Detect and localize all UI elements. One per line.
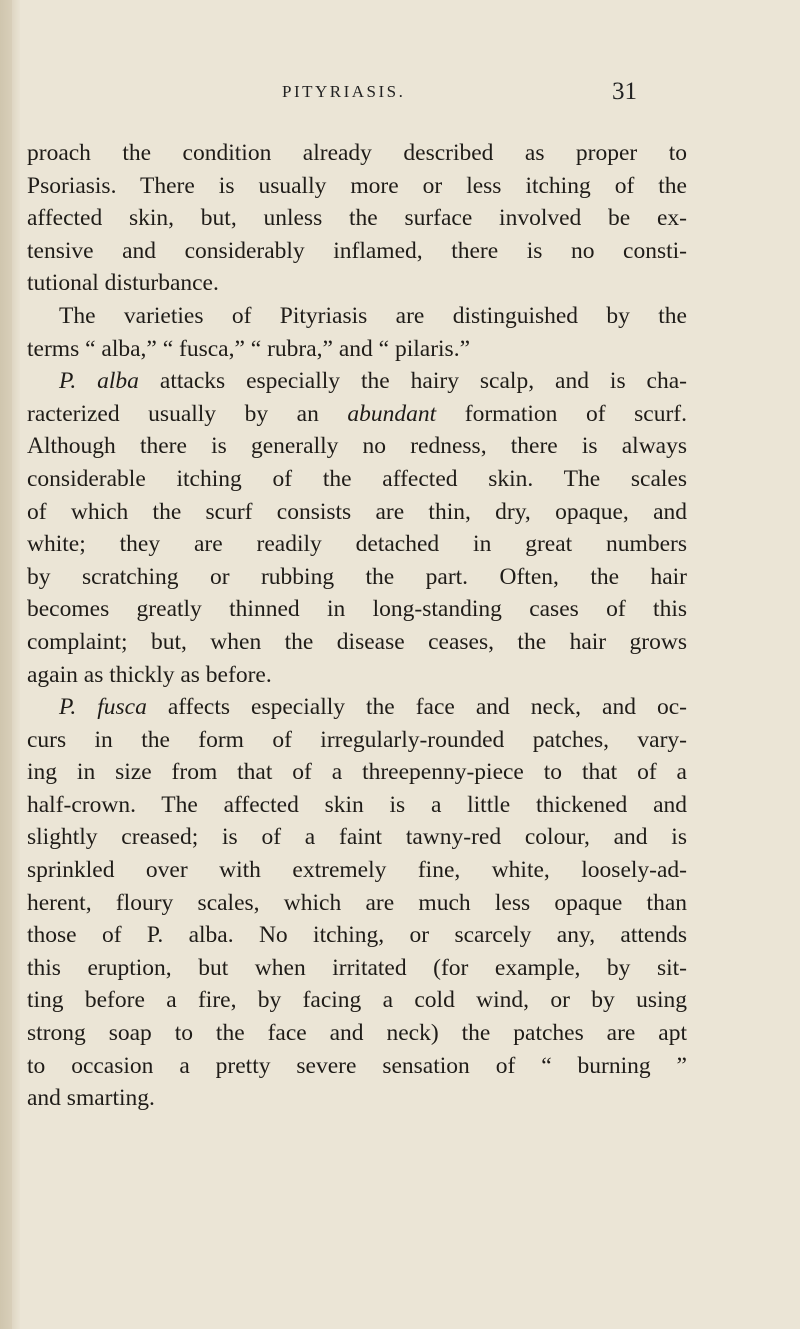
- text-line: [27, 952, 687, 985]
- text-run: strong soap to the face and neck) the patches are apt: [27, 1020, 687, 1047]
- text-run: and smarting.: [27, 1085, 155, 1112]
- page-header: [0, 78, 800, 112]
- text-run: curs in the form of irregularly-rounded patches, vary-: [27, 726, 687, 753]
- text-line: [27, 593, 687, 626]
- text-line: [27, 333, 687, 366]
- text-line: [27, 300, 687, 333]
- text-run: tutional disturbance.: [27, 270, 219, 297]
- italic-term: P. alba: [59, 368, 139, 395]
- text-line: [27, 137, 687, 170]
- text-run: Psoriasis. There is usually more or less itching of the: [27, 172, 687, 199]
- text-line: [27, 561, 687, 594]
- text-run: herent, floury scales, which are much less opaque than: [27, 889, 687, 916]
- text-line: [27, 235, 687, 268]
- text-run: tensive and considerably inflamed, there is no consti-: [27, 237, 687, 264]
- text-run: slightly creased; is of a faint tawny-red colour, and is: [27, 824, 687, 851]
- text-line: [27, 202, 687, 235]
- binding-edge: [0, 0, 12, 1329]
- text-line: [27, 659, 687, 692]
- text-run: half-crown. The affected skin is a little thickened and: [27, 791, 687, 818]
- text-line: [27, 756, 687, 789]
- text-line: [27, 496, 687, 529]
- text-line: [27, 398, 687, 431]
- page-number: 31: [612, 78, 637, 105]
- text-line: [27, 789, 687, 822]
- text-line: [27, 365, 687, 398]
- italic-term: P. fusca: [59, 694, 147, 721]
- text-line: [27, 1050, 687, 1083]
- running-head: PITYRIASIS.: [282, 82, 406, 101]
- text-run: again as thickly as before.: [27, 661, 272, 688]
- text-run: by scratching or rubbing the part. Often, the hair: [27, 563, 687, 590]
- text-run: racterized usually by an: [27, 400, 348, 427]
- text-line: [27, 528, 687, 561]
- text-run: proach the condition already described as proper to: [27, 140, 687, 166]
- text-line: [27, 724, 687, 757]
- body-text: [27, 137, 687, 1115]
- text-line: [27, 1082, 687, 1115]
- text-run: to occasion a pretty severe sensation of “ burning ”: [27, 1052, 687, 1079]
- text-line: [27, 919, 687, 952]
- text-run: white; they are readily detached in great numbers: [27, 531, 687, 558]
- text-run: sprinkled over with extremely fine, white, loosely-ad-: [27, 857, 687, 884]
- text-line: [27, 430, 687, 463]
- text-run: ing in size from that of a threepenny-piece to that of a: [27, 759, 687, 786]
- text-line: [27, 984, 687, 1017]
- text-run: considerable itching of the affected skin. The scales: [27, 465, 687, 492]
- italic-emphasis: abundant: [347, 400, 437, 427]
- text-run: of which the scurf consists are thin, dry, opaque, and: [27, 498, 687, 525]
- text-run: ting before a fire, by facing a cold wind, or by using: [27, 987, 687, 1014]
- text-line: [27, 463, 687, 496]
- text-line: [27, 691, 687, 724]
- text-line: [27, 170, 687, 203]
- text-run: affected skin, but, unless the surface involved be ex-: [27, 205, 687, 232]
- text-line: [27, 887, 687, 920]
- text-run: The varieties of Pityriasis are distinguished by the: [59, 302, 687, 329]
- text-line: [27, 626, 687, 659]
- text-run: Although there is generally no redness, there is always: [27, 433, 687, 460]
- text-line: [27, 267, 687, 300]
- text-run: formation of scurf.: [436, 400, 687, 427]
- text-run: attacks especially the hairy scalp, and is cha-: [138, 368, 687, 395]
- text-run: those of P. alba. No itching, or scarcely any, attends: [27, 922, 687, 949]
- text-run: becomes greatly thinned in long-standing cases of this: [27, 596, 687, 623]
- text-run: affects especially the face and neck, and oc-: [146, 694, 688, 721]
- text-line: [27, 821, 687, 854]
- text-run: complaint; but, when the disease ceases, the hair grows: [27, 628, 687, 655]
- text-run: terms “ alba,” “ fusca,” “ rubra,” and “ pilaris.”: [27, 335, 471, 362]
- text-line: [27, 1017, 687, 1050]
- text-run: this eruption, but when irritated (for example, by sit-: [27, 954, 687, 981]
- text-line: [27, 854, 687, 887]
